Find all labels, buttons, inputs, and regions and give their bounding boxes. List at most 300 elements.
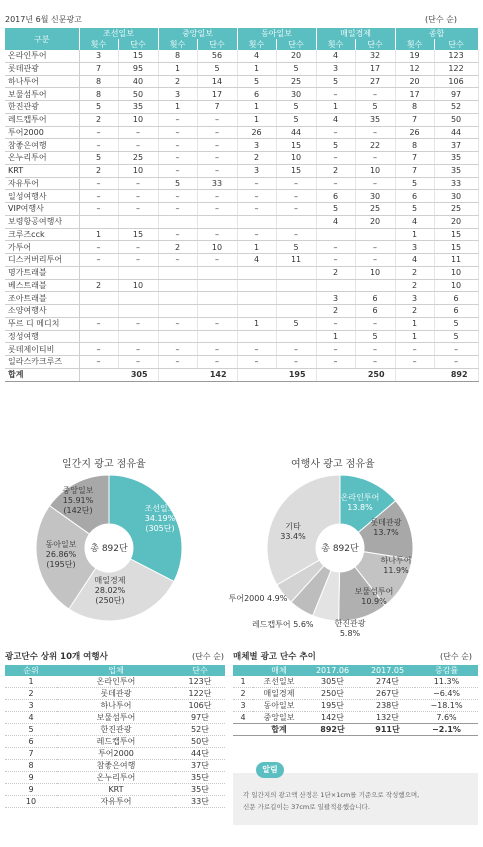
row-name: 조아트래블 (5, 292, 79, 305)
cell: 5 (237, 75, 276, 88)
cell: 2 (395, 279, 434, 292)
cell: – (158, 126, 197, 139)
trend-cell: 267단 (360, 688, 415, 700)
trend-cell: 4 (233, 712, 253, 724)
cell: 8 (158, 50, 197, 62)
cell (276, 215, 316, 228)
cell (118, 292, 158, 305)
cell: – (276, 177, 316, 190)
cell (79, 330, 118, 343)
trend-cell: 2 (233, 688, 253, 700)
top10-cell: 123단 (175, 676, 225, 688)
top10-cell: 9 (5, 772, 57, 784)
cell: – (276, 343, 316, 356)
cell: 37 (434, 139, 478, 152)
top10-cell: 33단 (175, 796, 225, 808)
cell: 5 (197, 62, 237, 75)
sub-header: 횟수 (316, 39, 355, 50)
cell: 2 (237, 152, 276, 165)
table-row (5, 228, 478, 241)
sub-header: 횟수 (158, 39, 197, 50)
cell: 50 (434, 113, 478, 126)
cell: – (79, 343, 118, 356)
top10-cell: 6 (5, 736, 57, 748)
cell: 30 (276, 88, 316, 101)
cell: 2 (79, 164, 118, 177)
cell: – (158, 228, 197, 241)
top10-row (5, 724, 225, 736)
cell: 15 (276, 164, 316, 177)
row-name: 롯데관광 (5, 62, 79, 75)
top10-row (5, 748, 225, 760)
cell (276, 305, 316, 318)
cell: 1 (316, 330, 355, 343)
cell: 1 (395, 228, 434, 241)
cell (158, 330, 197, 343)
paper-header: 중앙일보 (158, 28, 237, 39)
cell: 1 (316, 101, 355, 114)
top10-cell: 자유투어 (57, 796, 175, 808)
cell (158, 266, 197, 279)
cell: 122 (434, 62, 478, 75)
trend-row (233, 712, 478, 724)
cell: 33 (197, 177, 237, 190)
cell: – (197, 317, 237, 330)
cell: 4 (237, 254, 276, 267)
table-row (5, 177, 478, 190)
cell (158, 305, 197, 318)
paper-header: 종합 (395, 28, 478, 39)
top10-row (5, 688, 225, 700)
top10-cell: 온누리투어 (57, 772, 175, 784)
cell: 10 (118, 279, 158, 292)
row-name: 온누리투어 (5, 152, 79, 165)
trend-total-row (233, 724, 478, 736)
sub-header: 횟수 (237, 39, 276, 50)
cell (276, 279, 316, 292)
cell (276, 330, 316, 343)
pie2-label: 온라인투어 13.8% (340, 493, 380, 512)
sub-header: 단수 (197, 39, 237, 50)
top10-cell: 하나투어 (57, 700, 175, 712)
cell: 3 (316, 62, 355, 75)
top10-cell: 7 (5, 748, 57, 760)
top10-row (5, 736, 225, 748)
top10-cell: 5 (5, 724, 57, 736)
cell: 97 (434, 88, 478, 101)
top10-cell: 1 (5, 676, 57, 688)
row-name: 뚜르 디 메디치 (5, 317, 79, 330)
cell: – (395, 356, 434, 369)
cell: 25 (276, 75, 316, 88)
trend-cell: 132단 (360, 712, 415, 724)
cell (355, 228, 395, 241)
row-name: 온라인투어 (5, 50, 79, 62)
cell: 27 (355, 75, 395, 88)
pie2-label: 하나투어 11.9% (380, 556, 412, 575)
cell (197, 266, 237, 279)
trend-header: 2017.05 (360, 665, 415, 676)
cell: 10 (434, 279, 478, 292)
total-label: 합계 (5, 368, 79, 381)
trend-cell: 11.3% (415, 676, 478, 688)
trend-total-cell: −2.1% (415, 724, 478, 736)
top10-cell: 44단 (175, 748, 225, 760)
row-name: 한진관광 (5, 101, 79, 114)
cell: 10 (197, 241, 237, 254)
row-name: 일성여행사 (5, 190, 79, 203)
cell: 8 (395, 101, 434, 114)
cell: 6 (316, 190, 355, 203)
table-row (5, 190, 478, 203)
cell: – (79, 317, 118, 330)
cell: 1 (395, 330, 434, 343)
cell: 1 (395, 317, 434, 330)
cell: 2 (395, 266, 434, 279)
trend-cell: 142단 (305, 712, 360, 724)
cell (197, 215, 237, 228)
pie2-label: 기타 33.4% (280, 522, 306, 541)
cell: 5 (276, 101, 316, 114)
total-row (5, 368, 478, 381)
cell: – (118, 343, 158, 356)
cell: 14 (197, 75, 237, 88)
cell: 11 (276, 254, 316, 267)
trend-cell: 305단 (305, 676, 360, 688)
table-row (5, 50, 478, 62)
top10-title: 광고단수 상위 10개 여행사 (5, 652, 108, 662)
top10-header: 업체 (57, 665, 175, 676)
cell: 1 (237, 241, 276, 254)
pie2-label: 보물섬투어 10.9% (354, 587, 394, 606)
table-row (5, 139, 478, 152)
cell: – (79, 356, 118, 369)
cell: 20 (355, 215, 395, 228)
row-name: 참좋은여행 (5, 139, 79, 152)
cell: 10 (118, 164, 158, 177)
cell: 123 (434, 50, 478, 62)
cell: – (197, 190, 237, 203)
row-name: 가투어 (5, 241, 79, 254)
cell: 12 (395, 62, 434, 75)
cell (79, 305, 118, 318)
cell: – (118, 190, 158, 203)
cell: 1 (237, 317, 276, 330)
row-name: 정성여행 (5, 330, 79, 343)
note-box (233, 773, 478, 825)
cell: – (237, 190, 276, 203)
cell: – (237, 203, 276, 216)
row-name: 소양여행사 (5, 305, 79, 318)
trend-cell: 7.6% (415, 712, 478, 724)
cell: 25 (355, 203, 395, 216)
top10-cell: 52단 (175, 724, 225, 736)
cell: – (79, 203, 118, 216)
cell: 3 (79, 50, 118, 62)
cell: – (355, 356, 395, 369)
cell: 5 (316, 139, 355, 152)
top10-cell: 9 (5, 784, 57, 796)
sub-header: 단수 (355, 39, 395, 50)
cell (118, 266, 158, 279)
table-row (5, 113, 478, 126)
cell: 17 (395, 88, 434, 101)
top10-cell: 레드캡투어 (57, 736, 175, 748)
cell: 10 (434, 266, 478, 279)
cell: 2 (316, 164, 355, 177)
top10-cell: 한진관광 (57, 724, 175, 736)
table-row (5, 317, 478, 330)
top10-row (5, 796, 225, 808)
row-name: 명가트래블 (5, 266, 79, 279)
cell: 5 (316, 75, 355, 88)
trend-cell: 1 (233, 676, 253, 688)
table-row (5, 266, 478, 279)
top10-cell: 10 (5, 796, 57, 808)
cell (316, 228, 355, 241)
paper-header: 동아일보 (237, 28, 316, 39)
cell: – (79, 139, 118, 152)
cell: 40 (118, 75, 158, 88)
cell (237, 305, 276, 318)
trend-cell: 조선일보 (253, 676, 305, 688)
cell (118, 330, 158, 343)
cell: 8 (79, 88, 118, 101)
table-row (5, 164, 478, 177)
row-name: KRT (5, 164, 79, 177)
cell: – (79, 241, 118, 254)
top10-header: 단수 (175, 665, 225, 676)
top10-cell: 97단 (175, 712, 225, 724)
trend-cell: 3 (233, 700, 253, 712)
cell: 106 (434, 75, 478, 88)
table-row (5, 330, 478, 343)
cell (237, 330, 276, 343)
cell: 32 (355, 50, 395, 62)
top10-cell: 8 (5, 760, 57, 772)
table-row (5, 254, 478, 267)
table-row (5, 356, 478, 369)
cell (237, 292, 276, 305)
cell: 35 (118, 101, 158, 114)
cell: – (316, 152, 355, 165)
row-name: VIP여행사 (5, 203, 79, 216)
top10-cell: 투어2000 (57, 748, 175, 760)
cell: – (355, 88, 395, 101)
cell: – (316, 241, 355, 254)
cell: 15 (118, 50, 158, 62)
cell: 2 (316, 305, 355, 318)
cell: 1 (79, 228, 118, 241)
sub-header: 횟수 (395, 39, 434, 50)
table-row (5, 215, 478, 228)
cell: 5 (395, 177, 434, 190)
cell: – (158, 254, 197, 267)
cell: – (434, 356, 478, 369)
cell: – (118, 203, 158, 216)
top10-row (5, 676, 225, 688)
cell: 1 (237, 62, 276, 75)
cell: – (118, 139, 158, 152)
cell: 26 (395, 126, 434, 139)
total-cell: 250 (316, 368, 395, 381)
trend-header: 2017.06 (305, 665, 360, 676)
cell: 4 (395, 215, 434, 228)
cell: 5 (79, 101, 118, 114)
cell: 5 (355, 330, 395, 343)
cell: 35 (434, 164, 478, 177)
cell: – (197, 126, 237, 139)
row-name: 디스커버리투어 (5, 254, 79, 267)
cell: – (434, 343, 478, 356)
row-name: 하나투어 (5, 75, 79, 88)
trend-row (233, 688, 478, 700)
cell: – (276, 190, 316, 203)
col-group-header: 구분 (5, 28, 79, 50)
sub-header: 횟수 (79, 39, 118, 50)
cell: 3 (237, 139, 276, 152)
cell: 5 (355, 101, 395, 114)
top10-cell: 37단 (175, 760, 225, 772)
pie1-label: 매일경제 28.02% (250단) (94, 576, 126, 605)
trend-total-cell: 892단 (305, 724, 360, 736)
cell: 56 (197, 50, 237, 62)
cell: 50 (118, 88, 158, 101)
cell: – (197, 203, 237, 216)
cell (79, 215, 118, 228)
cell: – (158, 203, 197, 216)
cell: – (118, 317, 158, 330)
cell: 10 (355, 266, 395, 279)
trend-row (233, 700, 478, 712)
cell: 2 (158, 75, 197, 88)
cell: 2 (79, 279, 118, 292)
cell: 4 (395, 254, 434, 267)
cell: – (197, 139, 237, 152)
cell: 1 (158, 101, 197, 114)
cell: 5 (276, 317, 316, 330)
cell: – (355, 254, 395, 267)
cell: – (79, 126, 118, 139)
cell (355, 279, 395, 292)
table-row (5, 75, 478, 88)
cell: – (197, 343, 237, 356)
cell: 4 (316, 50, 355, 62)
pie2-label: 한진관광 5.8% (334, 619, 366, 638)
cell: 5 (434, 330, 478, 343)
cell: 5 (276, 62, 316, 75)
table-row (5, 88, 478, 101)
cell: 20 (276, 50, 316, 62)
table-row (5, 305, 478, 318)
sub-header: 단수 (434, 39, 478, 50)
cell: 5 (158, 177, 197, 190)
cell: 3 (395, 241, 434, 254)
table-row (5, 292, 478, 305)
table-row (5, 101, 478, 114)
top10-unit: (단수 순) (192, 652, 224, 661)
cell: – (197, 254, 237, 267)
row-name: 보물섬투어 (5, 88, 79, 101)
cell: – (316, 356, 355, 369)
cell: – (158, 164, 197, 177)
cell: – (197, 164, 237, 177)
top10-row (5, 760, 225, 772)
cell (237, 215, 276, 228)
cell: – (316, 254, 355, 267)
cell: 3 (158, 88, 197, 101)
trend-cell: 매일경제 (253, 688, 305, 700)
cell: 26 (237, 126, 276, 139)
cell: 1 (158, 62, 197, 75)
top10-cell: 온라인투어 (57, 676, 175, 688)
trend-cell: 중앙일보 (253, 712, 305, 724)
cell: 19 (395, 50, 434, 62)
cell (237, 279, 276, 292)
note-line: 신문 가로길이는 37cm로 일괄적용했습니다. (243, 803, 370, 811)
row-name: 일라스카크루즈 (5, 356, 79, 369)
cell: – (197, 113, 237, 126)
cell: 25 (434, 203, 478, 216)
cell: – (118, 254, 158, 267)
cell: 44 (434, 126, 478, 139)
top10-cell: 35단 (175, 772, 225, 784)
cell: – (158, 356, 197, 369)
cell: 8 (79, 75, 118, 88)
cell: 3 (316, 292, 355, 305)
cell: – (79, 254, 118, 267)
cell: 17 (197, 88, 237, 101)
cell: 25 (118, 152, 158, 165)
pie1-label: 동아일보 26.86% (195단) (45, 540, 77, 569)
trend-cell: 274단 (360, 676, 415, 688)
cell: – (316, 126, 355, 139)
row-name: 베스트래블 (5, 279, 79, 292)
cell: – (237, 177, 276, 190)
top10-cell: 3 (5, 700, 57, 712)
cell (197, 330, 237, 343)
cell: 33 (434, 177, 478, 190)
cell: – (355, 126, 395, 139)
cell: – (355, 343, 395, 356)
trend-cell: −18.1% (415, 700, 478, 712)
cell: 44 (276, 126, 316, 139)
cell: 3 (237, 164, 276, 177)
cell: 35 (355, 113, 395, 126)
trend-cell: 250단 (305, 688, 360, 700)
pie2-center: 총 892단 (321, 544, 359, 554)
pie1-center: 총 892단 (90, 544, 128, 554)
cell: 5 (79, 152, 118, 165)
cell: 2 (79, 113, 118, 126)
table-row (5, 241, 478, 254)
trend-header: 매체 (253, 665, 305, 676)
top10-table (5, 665, 225, 808)
cell: 5 (316, 203, 355, 216)
cell: 5 (434, 317, 478, 330)
cell: – (316, 177, 355, 190)
cell: – (237, 356, 276, 369)
cell: – (276, 228, 316, 241)
top10-cell: 참좋은여행 (57, 760, 175, 772)
row-name: 롯데제이티비 (5, 343, 79, 356)
cell: 10 (355, 164, 395, 177)
row-name: 레드캡투어 (5, 113, 79, 126)
cell: – (355, 241, 395, 254)
table-row (5, 343, 478, 356)
cell (197, 292, 237, 305)
cell: 6 (434, 305, 478, 318)
